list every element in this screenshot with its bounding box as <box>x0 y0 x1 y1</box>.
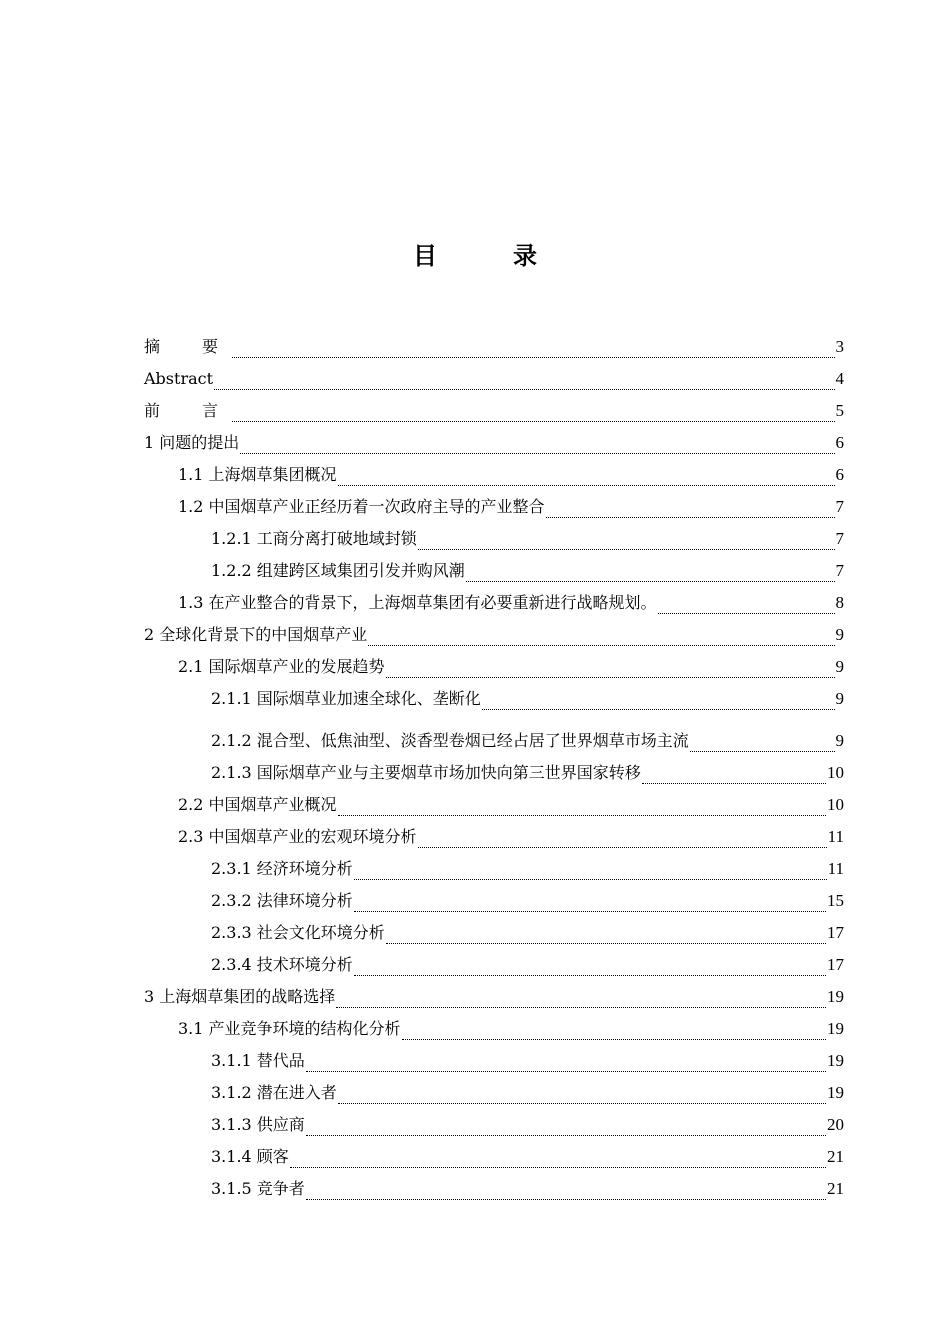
toc-entry[interactable] <box>144 888 844 920</box>
toc-entry-title: 2.3.4 技术环境分析 <box>211 955 353 974</box>
toc-entry[interactable] <box>144 526 844 558</box>
toc-entry-title: 3.1.1 替代品 <box>211 1051 305 1070</box>
toc-entry[interactable] <box>144 622 844 654</box>
toc-dot-leader <box>354 910 826 912</box>
toc-dot-leader <box>336 1006 826 1008</box>
toc-dot-leader <box>240 452 834 454</box>
toc-entry-title: 摘 要 <box>144 337 232 356</box>
toc-entry-title: Abstract <box>144 369 214 388</box>
toc-page-number: 20 <box>827 1115 844 1134</box>
toc-dot-leader <box>232 420 834 422</box>
toc-entry[interactable] <box>144 1144 844 1176</box>
page-title: 目 录 <box>413 242 563 270</box>
toc-entry-title: 前 言 <box>144 401 232 420</box>
toc-page-number: 8 <box>835 593 844 612</box>
toc-entry-title: 2.3.1 经济环境分析 <box>211 859 353 878</box>
toc-page-number: 9 <box>835 657 844 676</box>
toc-dot-leader <box>418 846 827 848</box>
toc-entry[interactable] <box>144 1016 844 1048</box>
toc-entry-title: 2.3.2 法律环境分析 <box>211 891 353 910</box>
toc-entry[interactable] <box>144 984 844 1016</box>
toc-entry-title: 2.1.1 国际烟草业加速全球化、垄断化 <box>211 689 481 708</box>
toc-page-number: 10 <box>827 795 844 814</box>
toc-entry[interactable] <box>144 856 844 888</box>
toc-page-number: 9 <box>835 731 844 750</box>
toc-page-number: 19 <box>827 987 844 1006</box>
toc-page-number: 7 <box>835 561 844 580</box>
toc-entry[interactable] <box>144 792 844 824</box>
toc-dot-leader <box>290 1166 826 1168</box>
toc-entry[interactable] <box>144 334 844 366</box>
toc-page-number: 5 <box>835 401 844 420</box>
toc-entry-title: 3.1.5 竞争者 <box>211 1179 305 1198</box>
toc-page-number: 11 <box>827 859 844 878</box>
toc-entry[interactable] <box>144 1048 844 1080</box>
toc-page-number: 17 <box>827 955 844 974</box>
toc-dot-leader <box>306 1198 826 1200</box>
toc-entry[interactable] <box>144 920 844 952</box>
toc-page-number: 7 <box>835 497 844 516</box>
toc-dot-leader <box>306 1070 826 1072</box>
toc-entry-title: 1.2.1 工商分离打破地域封锁 <box>211 529 417 548</box>
toc-entry-title: 1.1 上海烟草集团概况 <box>178 465 337 484</box>
toc-entry[interactable] <box>144 558 844 590</box>
toc-entry[interactable] <box>144 728 844 760</box>
toc-entry[interactable] <box>144 952 844 984</box>
toc-dot-leader <box>658 612 835 614</box>
toc-dot-leader <box>546 516 835 518</box>
toc-entry-title: 3.1.4 顾客 <box>211 1147 289 1166</box>
toc-dot-leader <box>386 676 835 678</box>
toc-entry[interactable] <box>144 590 844 622</box>
toc-entry[interactable] <box>144 398 844 430</box>
toc-entry[interactable] <box>144 760 844 792</box>
toc-dot-leader <box>466 580 835 582</box>
toc-page-number: 6 <box>835 433 844 452</box>
toc-entry-title: 1 问题的提出 <box>144 433 240 452</box>
toc-entry-title: 2.3.3 社会文化环境分析 <box>211 923 385 942</box>
toc-entry[interactable] <box>144 366 844 398</box>
toc-entry[interactable] <box>144 430 844 462</box>
toc-dot-leader <box>368 644 834 646</box>
toc-dot-leader <box>354 974 826 976</box>
toc-dot-leader <box>642 782 826 784</box>
toc-entry-title: 1.2 中国烟草产业正经历着一次政府主导的产业整合 <box>178 497 545 516</box>
toc-dot-leader <box>214 388 834 390</box>
toc-entry-title: 3 上海烟草集团的战略选择 <box>144 987 336 1006</box>
toc-page-number: 4 <box>835 369 844 388</box>
table-of-contents <box>144 334 844 1208</box>
toc-page-number: 7 <box>835 529 844 548</box>
toc-entry-title: 1.2.2 组建跨区域集团引发并购风潮 <box>211 561 465 580</box>
toc-dot-leader <box>402 1038 826 1040</box>
toc-entry[interactable] <box>144 824 844 856</box>
toc-entry-title: 2.1.3 国际烟草产业与主要烟草市场加快向第三世界国家转移 <box>211 763 641 782</box>
toc-dot-leader <box>338 1102 826 1104</box>
toc-page-number: 9 <box>835 625 844 644</box>
toc-dot-leader <box>338 484 835 486</box>
toc-dot-leader <box>306 1134 826 1136</box>
toc-entry[interactable] <box>144 462 844 494</box>
toc-page-number: 6 <box>835 465 844 484</box>
toc-page-number: 3 <box>835 337 844 356</box>
toc-page-number: 17 <box>827 923 844 942</box>
toc-page-number: 21 <box>827 1179 844 1198</box>
toc-page-number: 19 <box>827 1019 844 1038</box>
toc-page-number: 10 <box>827 763 844 782</box>
toc-entry-title: 2.1.2 混合型、低焦油型、淡香型卷烟已经占居了世界烟草市场主流 <box>211 731 689 750</box>
toc-dot-leader <box>690 750 835 752</box>
toc-entry-title: 2 全球化背景下的中国烟草产业 <box>144 625 368 644</box>
toc-dot-leader <box>354 878 827 880</box>
toc-entry-title: 1.3 在产业整合的背景下，上海烟草集团有必要重新进行战略规划。 <box>178 593 657 612</box>
toc-dot-leader <box>482 708 835 710</box>
toc-page-number: 19 <box>827 1083 844 1102</box>
toc-page-number: 15 <box>827 891 844 910</box>
toc-entry[interactable] <box>144 1176 844 1208</box>
toc-page-number: 9 <box>835 689 844 708</box>
toc-entry[interactable] <box>144 1080 844 1112</box>
toc-entry-title: 3.1 产业竞争环境的结构化分析 <box>178 1019 401 1038</box>
toc-entry[interactable] <box>144 686 844 718</box>
toc-entry[interactable] <box>144 1112 844 1144</box>
toc-entry-title: 2.3 中国烟草产业的宏观环境分析 <box>178 827 417 846</box>
toc-entry-title: 2.1 国际烟草产业的发展趋势 <box>178 657 385 676</box>
toc-entry-title: 3.1.3 供应商 <box>211 1115 305 1134</box>
toc-dot-leader <box>338 814 826 816</box>
toc-dot-leader <box>232 356 834 358</box>
toc-entry[interactable] <box>144 654 844 686</box>
toc-dot-leader <box>386 942 826 944</box>
toc-entry-title: 3.1.2 潜在进入者 <box>211 1083 337 1102</box>
toc-page-number: 11 <box>827 827 844 846</box>
toc-entry[interactable] <box>144 494 844 526</box>
toc-dot-leader <box>418 548 835 550</box>
toc-page-number: 19 <box>827 1051 844 1070</box>
toc-entry-title: 2.2 中国烟草产业概况 <box>178 795 337 814</box>
toc-page-number: 21 <box>827 1147 844 1166</box>
